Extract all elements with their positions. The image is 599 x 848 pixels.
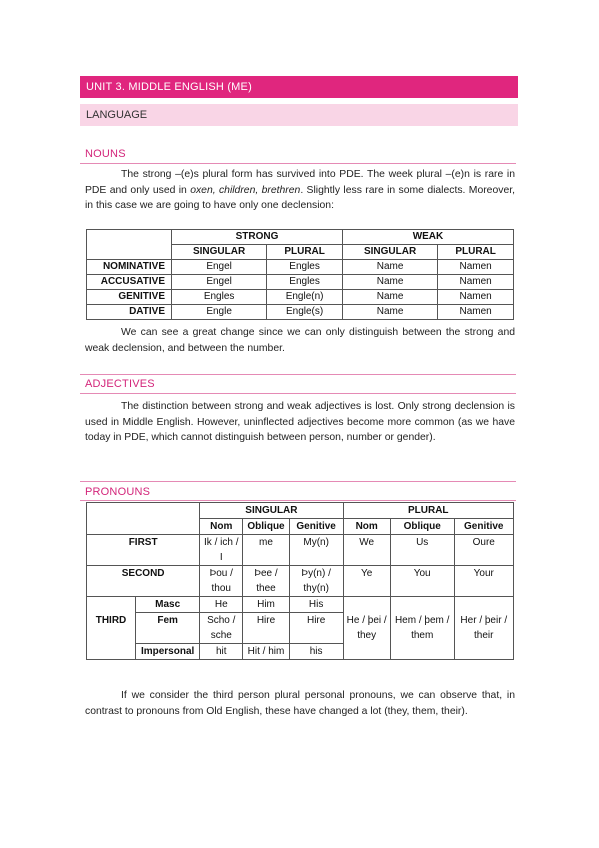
gender-label: Masc (136, 597, 200, 613)
table-cell: We (343, 535, 390, 566)
subheader: Genitive (289, 519, 343, 535)
table-row (87, 275, 514, 290)
person-label: FIRST (87, 535, 200, 566)
pronouns-conclusion: If we consider the third person plural personal pronouns, we can observe that, in contrast to pronouns from Old English, these have changed a lot (they, them, their). (85, 690, 515, 717)
table-cell: Us (390, 535, 454, 566)
table-cell: Namen (438, 275, 514, 290)
table-cell: Hit / him (243, 644, 289, 660)
table-cell: Namen (438, 290, 514, 305)
table-cell: Hire (243, 613, 289, 644)
table-cell: Hem / þem / them (390, 597, 454, 660)
table-row (87, 290, 514, 305)
table-cell: his (289, 644, 343, 660)
table-cell: Name (342, 275, 437, 290)
subheader: Genitive (454, 519, 513, 535)
strong-header: STRONG (172, 230, 343, 245)
case-label: NOMINATIVE (87, 260, 172, 275)
table-cell: Engles (172, 290, 267, 305)
table-cell: Scho / sche (200, 613, 243, 644)
person-label: THIRD (87, 597, 136, 660)
nouns-divider (80, 163, 516, 164)
pronouns-top-divider (80, 481, 516, 482)
table-cell: Þou / thou (200, 566, 243, 597)
table-cell: Engle(n) (267, 290, 343, 305)
plural-header: PLURAL (343, 503, 513, 519)
table-cell: Name (342, 260, 437, 275)
table-cell: Ye (343, 566, 390, 597)
table-cell: He / þei / they (343, 597, 390, 660)
subheader: Nom (200, 519, 243, 535)
subheader: SINGULAR (342, 245, 437, 260)
adjectives-text: The distinction between strong and weak adjectives is lost. Only strong declension is used in Middle English. However, uninflected adjectives become more common (as we have today in PDE, which cannot distinguish between person, number or gender). (85, 401, 515, 444)
subheader: PLURAL (267, 245, 343, 260)
table-cell: Engles (267, 260, 343, 275)
case-label: ACCUSATIVE (87, 275, 172, 290)
pronouns-table (86, 502, 514, 660)
subheader: Nom (343, 519, 390, 535)
language-label-bar: LANGUAGE (80, 104, 518, 126)
table-cell: Engles (267, 275, 343, 290)
table-cell: Engel (172, 260, 267, 275)
table-cell: Engle(s) (267, 305, 343, 320)
table-cell: Engle (172, 305, 267, 320)
gender-label: Fem (136, 613, 200, 644)
table-cell: His (289, 597, 343, 613)
table-cell: Name (342, 305, 437, 320)
empty-corner-cell (87, 503, 200, 535)
table-cell: Þee / thee (243, 566, 289, 597)
weak-header: WEAK (342, 230, 513, 245)
case-label: GENITIVE (87, 290, 172, 305)
unit-title-bar: UNIT 3. MIDDLE ENGLISH (ME) (80, 76, 518, 98)
table-row (87, 535, 514, 566)
table-row (87, 260, 514, 275)
table-cell: Her / þeir / their (454, 597, 513, 660)
table-cell: Engel (172, 275, 267, 290)
table-cell: Þy(n) / thy(n) (289, 566, 343, 597)
gender-label: Impersonal (136, 644, 200, 660)
subheader: PLURAL (438, 245, 514, 260)
nouns-intro: The strong –(e)s plural form has survived into PDE. The week plural –(e)n is rare in PDE and only used in oxen, children, brethren. Slightly less rare in some dialects. Moreover, in this case we are going to have only one declension: (85, 169, 515, 212)
person-label: SECOND (87, 566, 200, 597)
adjectives-title: ADJECTIVES (85, 378, 155, 390)
table-cell: You (390, 566, 454, 597)
table-row (87, 305, 514, 320)
table-cell: me (243, 535, 289, 566)
table-cell: Namen (438, 305, 514, 320)
table-cell: He (200, 597, 243, 613)
subheader: Oblique (243, 519, 289, 535)
table-cell: Hire (289, 613, 343, 644)
subheader: SINGULAR (172, 245, 267, 260)
table-cell: My(n) (289, 535, 343, 566)
table-cell: Oure (454, 535, 513, 566)
adjectives-top-divider (80, 374, 516, 375)
adjectives-divider (80, 393, 516, 394)
pronouns-title: PRONOUNS (85, 486, 151, 498)
nouns-conclusion: We can see a great change since we can only distinguish between the strong and weak declension, and between the number. (85, 327, 515, 354)
table-row (87, 597, 514, 613)
nouns-declension-table (86, 229, 514, 320)
empty-corner-cell (87, 230, 172, 260)
table-cell: Your (454, 566, 513, 597)
table-cell: Him (243, 597, 289, 613)
singular-header: SINGULAR (200, 503, 343, 519)
table-cell: Namen (438, 260, 514, 275)
table-row (87, 566, 514, 597)
table-cell: Ik / ich / I (200, 535, 243, 566)
nouns-title: NOUNS (85, 148, 126, 160)
case-label: DATIVE (87, 305, 172, 320)
subheader: Oblique (390, 519, 454, 535)
pronouns-divider (80, 500, 516, 501)
table-cell: Name (342, 290, 437, 305)
table-cell: hit (200, 644, 243, 660)
